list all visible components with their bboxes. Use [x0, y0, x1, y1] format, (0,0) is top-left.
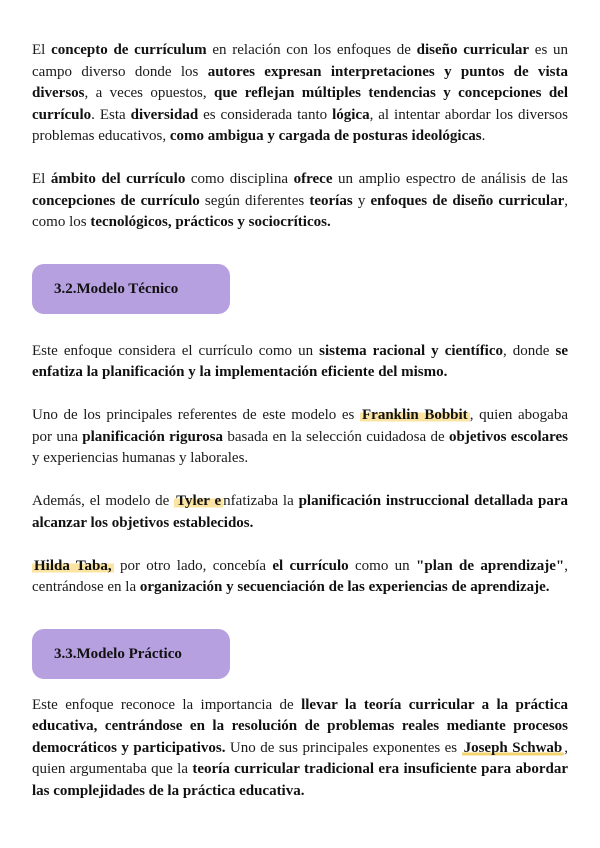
text: y experiencias humanas y laborales.: [32, 450, 249, 466]
text: , quien abogaba por una: [32, 407, 568, 445]
bold-text: organización y secuenciación de las experiencias de aprendizaje.: [139, 579, 550, 595]
bold-text: ofrece: [293, 171, 333, 187]
text: Este enfoque considera el currículo como un: [32, 342, 320, 359]
bold-text: tecnológicos, prácticos y sociocríticos.: [90, 214, 331, 230]
text: , a veces opuestos,: [84, 85, 214, 101]
bold-text: objetivos escolares: [448, 428, 568, 445]
text: , quien argumentaba que la: [32, 739, 568, 777]
document-page: [32, 40, 568, 802]
text: El: [32, 171, 51, 187]
text: Este enfoque reconoce la importancia de: [32, 696, 302, 713]
text: es considerada tanto: [198, 106, 333, 123]
text: por otro lado, concebía: [113, 557, 273, 574]
text: basada en la selección cuidadosa de: [223, 428, 449, 445]
bold-text: se enfatiza la planificación y la implementación eficiente del mismo.: [32, 342, 568, 380]
text: , al intentar abordar los diversos problemas educativos,: [32, 106, 569, 144]
text: . Esta: [91, 106, 131, 123]
paragraph-tyler: [32, 491, 568, 534]
bold-text: que reflejan múltiples tendencias y concepciones del currículo: [32, 85, 568, 123]
bold-text: lógica: [332, 106, 370, 123]
bold-text: planificación rigurosa: [82, 428, 224, 445]
bold-text: planificación instruccional detallada para alcanzar los objetivos establecidos.: [32, 493, 569, 531]
paragraph-bobbit: [32, 405, 568, 470]
section-heading-practical: [32, 629, 568, 681]
text: , centrándose en la: [32, 557, 569, 595]
highlighted-name: Joseph Schwab: [463, 739, 563, 756]
text: y: [352, 192, 371, 209]
bold-text: como ambigua y cargada de posturas ideológicas: [169, 128, 482, 144]
text: como un: [348, 557, 417, 574]
text: , donde: [503, 342, 556, 359]
bold-text: "plan de aprendizaje": [416, 557, 565, 574]
text: Además, el modelo de: [32, 493, 175, 509]
bold-text: concepciones de currículo: [32, 192, 200, 209]
bold-text: ámbito del currículo: [50, 171, 186, 187]
highlighted-name: Franklin Bobbit: [362, 407, 468, 423]
paragraph-technical-model: [32, 341, 568, 384]
bold-text: enfoques de diseño curricular: [370, 192, 565, 209]
bold-text: autores expresan interpretaciones y puntos de vista diversos: [32, 63, 568, 101]
bold-text: el currículo: [272, 557, 349, 574]
text: .: [481, 128, 486, 144]
bold-text: teorías: [309, 192, 353, 209]
text: como disciplina: [185, 171, 294, 187]
text: El: [32, 42, 52, 58]
text: un amplio espectro de análisis de las: [332, 171, 568, 187]
text: Uno de sus principales exponentes es: [225, 739, 462, 756]
bold-text: diseño curricular: [416, 42, 530, 58]
highlighted-name: Hilda Taba,: [34, 557, 112, 574]
text: según diferentes: [199, 192, 310, 209]
text: en relación con los enfoques de: [206, 42, 417, 58]
paragraph-taba: [32, 556, 568, 599]
paragraph-practical-model: [32, 695, 568, 803]
bold-text: llevar la teoría curricular a la práctica educativa, centrándose en la resolución de problemas reales mediante procesos democráticos y participativos.: [32, 696, 568, 756]
paragraph-curriculum-concept: [32, 40, 568, 148]
heading-pill: 3.2.Modelo Técnico: [32, 264, 230, 314]
paragraph-curriculum-scope: [32, 169, 568, 234]
bold-text: sistema racional y científico: [319, 342, 504, 359]
highlighted-name: Tyler e: [176, 493, 222, 509]
text: Uno de los principales referentes de este modelo es: [32, 407, 361, 423]
heading-pill: 3.3.Modelo Práctico: [32, 629, 230, 679]
text: nfatizaba la: [223, 493, 299, 509]
bold-text: diversidad: [130, 106, 199, 123]
text: , como los: [32, 192, 568, 230]
bold-text: concepto de currículum: [51, 42, 207, 58]
text: es un campo diverso donde los: [32, 42, 569, 80]
section-heading-technical: [32, 264, 568, 316]
bold-text: teoría curricular tradicional era insuficiente para abordar las complejidades de la práctica educativa.: [32, 761, 568, 799]
